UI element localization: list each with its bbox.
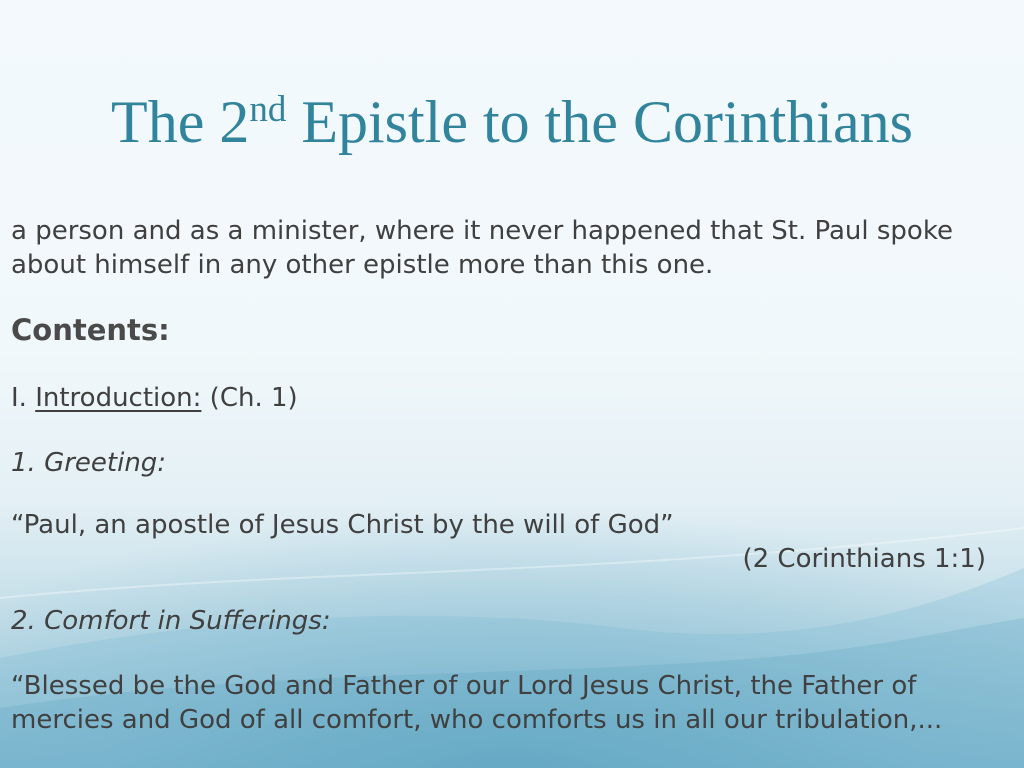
- section-chapter: (Ch. 1): [201, 383, 298, 413]
- contents-heading: Contents:: [11, 313, 170, 347]
- intro-paragraph: [11, 214, 953, 282]
- intro-line-1: a person and as a minister, where it never happened that St. Paul spoke: [11, 216, 953, 246]
- section-introduction: [11, 381, 298, 415]
- greeting-reference: (2 Corinthians 1:1): [742, 544, 986, 574]
- title-prefix: The 2: [111, 89, 250, 155]
- intro-line-2: about himself in any other epistle more than this one.: [11, 250, 714, 280]
- comfort-quote-line-2: mercies and God of all comfort, who comforts us in all our tribulation,...: [11, 705, 943, 735]
- title-suffix: Epistle to the Corinthians: [286, 89, 913, 155]
- title-superscript: nd: [249, 89, 287, 130]
- comfort-quote: [11, 669, 942, 737]
- slide-title: [0, 82, 1024, 171]
- greeting-quote: “Paul, an apostle of Jesus Christ by the will of God”: [11, 510, 674, 540]
- greeting-heading: 1. Greeting:: [11, 448, 167, 478]
- section-numeral: I.: [11, 383, 36, 413]
- comfort-quote-line-1: “Blessed be the God and Father of our Lord Jesus Christ, the Father of: [11, 671, 917, 701]
- comfort-heading: 2. Comfort in Sufferings:: [11, 606, 331, 636]
- section-title: Introduction:: [35, 383, 202, 413]
